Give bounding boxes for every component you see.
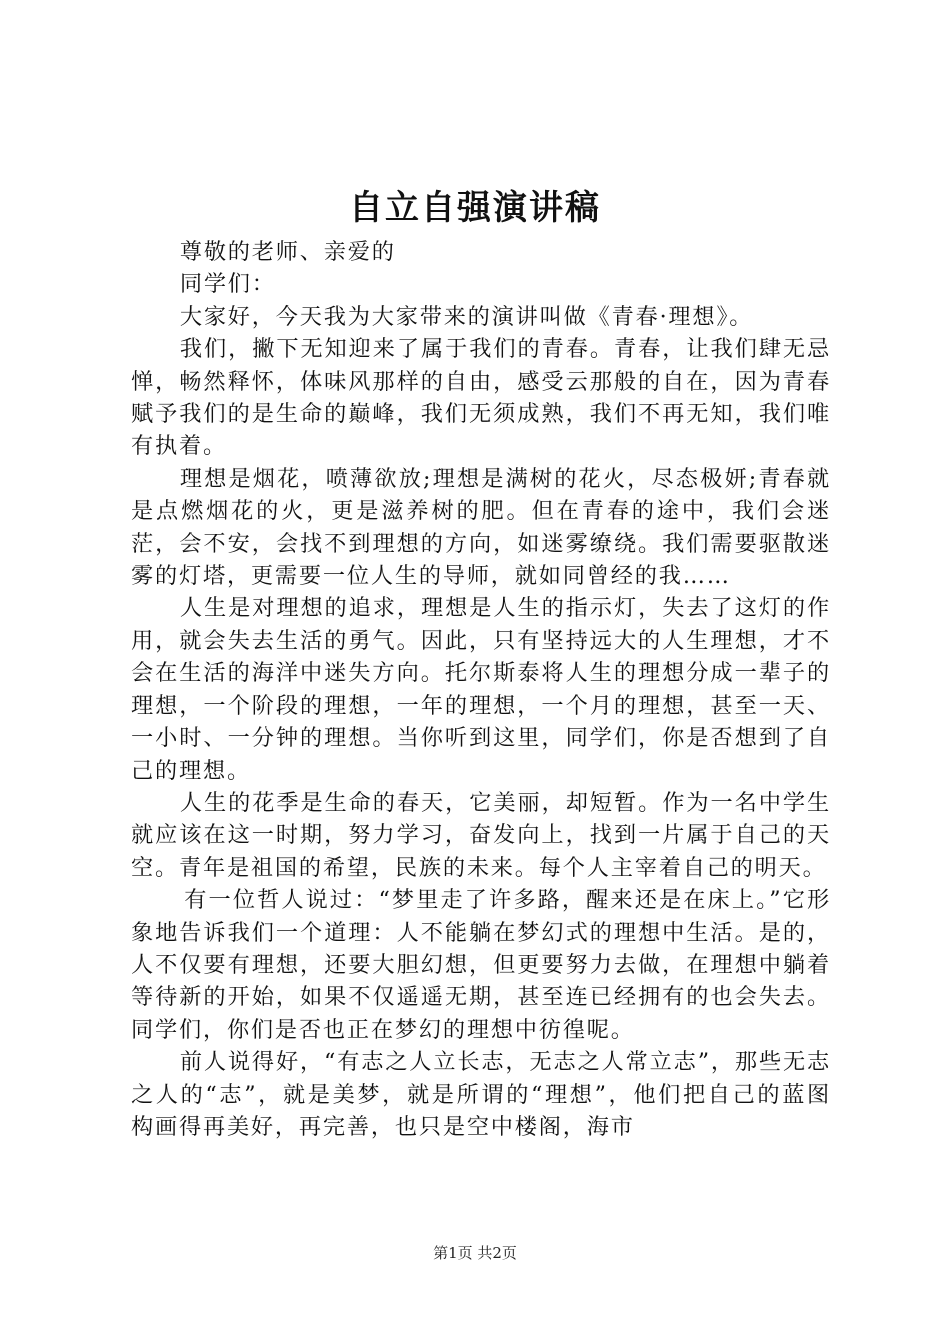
paragraph-youth: 我们，撇下无知迎来了属于我们的青春。青春，让我们肆无忌惮，畅然释怀，体味风那样的自由，感受云那般的自在，因为青春赋予我们的是生命的巅峰，我们无须成熟，我们不再无知，我们唯有执着。 xyxy=(131,336,831,460)
salutation-line-2: 同学们： xyxy=(179,271,276,298)
paragraph-ideal-fireworks: 理想是烟花，喷薄欲放;理想是满树的花火，尽态极妍;青春就是点燃烟花的火，更是滋养树的肥。但在青春的途中，我们会迷茫，会不安，会找不到理想的方向，如迷雾缭绕。我们需要驱散迷雾的灯塔，更需要一位人生的导师，就如同曾经的我…… xyxy=(131,465,831,590)
page-footer: 第1页 共2页 xyxy=(433,1244,517,1262)
document-body xyxy=(131,236,831,1143)
paragraph-life-season: 人生的花季是生命的春天，它美丽，却短暂。作为一名中学生就应该在这一时期，努力学习，奋发向上，找到一片属于自己的天空。青年是祖国的希望，民族的未来。每个人主宰着自己的明天。 xyxy=(131,789,831,881)
paragraph-ideal-pursuit: 人生是对理想的追求，理想是人生的指示灯，失去了这灯的作用，就会失去生活的勇气。因此，只有坚持远大的人生理想，才不会在生活的海洋中迷失方向。托尔斯泰将人生的理想分成一辈子的理想，一个阶段的理想，一年的理想，一个月的理想，甚至一天、一小时、一分钟的理想。当你听到这里，同学们，你是否想到了自己的理想。 xyxy=(131,595,831,784)
paragraph-greeting: 大家好，今天我为大家带来的演讲叫做《青春·理想》。 xyxy=(179,303,754,330)
paragraph-predecessors: 前人说得好，“有志之人立长志，无志之人常立志”，那些无志之人的“志”，就是美梦，就是所谓的“理想”，他们把自己的蓝图构画得再美好，再完善，也只是空中楼阁，海市 xyxy=(131,1049,831,1140)
salutation-line-1: 尊敬的老师、亲爱的 xyxy=(179,239,396,265)
document-title: 自立自强演讲稿 xyxy=(349,188,601,228)
paragraph-philosopher: 有一位哲人说过：“梦里走了许多路，醒来还是在床上。”它形象地告诉我们一个道理：人不能躺在梦幻式的理想中生活。是的，人不仅要有理想，还要大胆幻想，但更要努力去做，在理想中躺着等待新的开始，如果不仅遥遥无期，甚至连已经拥有的也会失去。同学们，你们是否也正在梦幻的理想中彷徨呢。 xyxy=(131,887,831,1043)
